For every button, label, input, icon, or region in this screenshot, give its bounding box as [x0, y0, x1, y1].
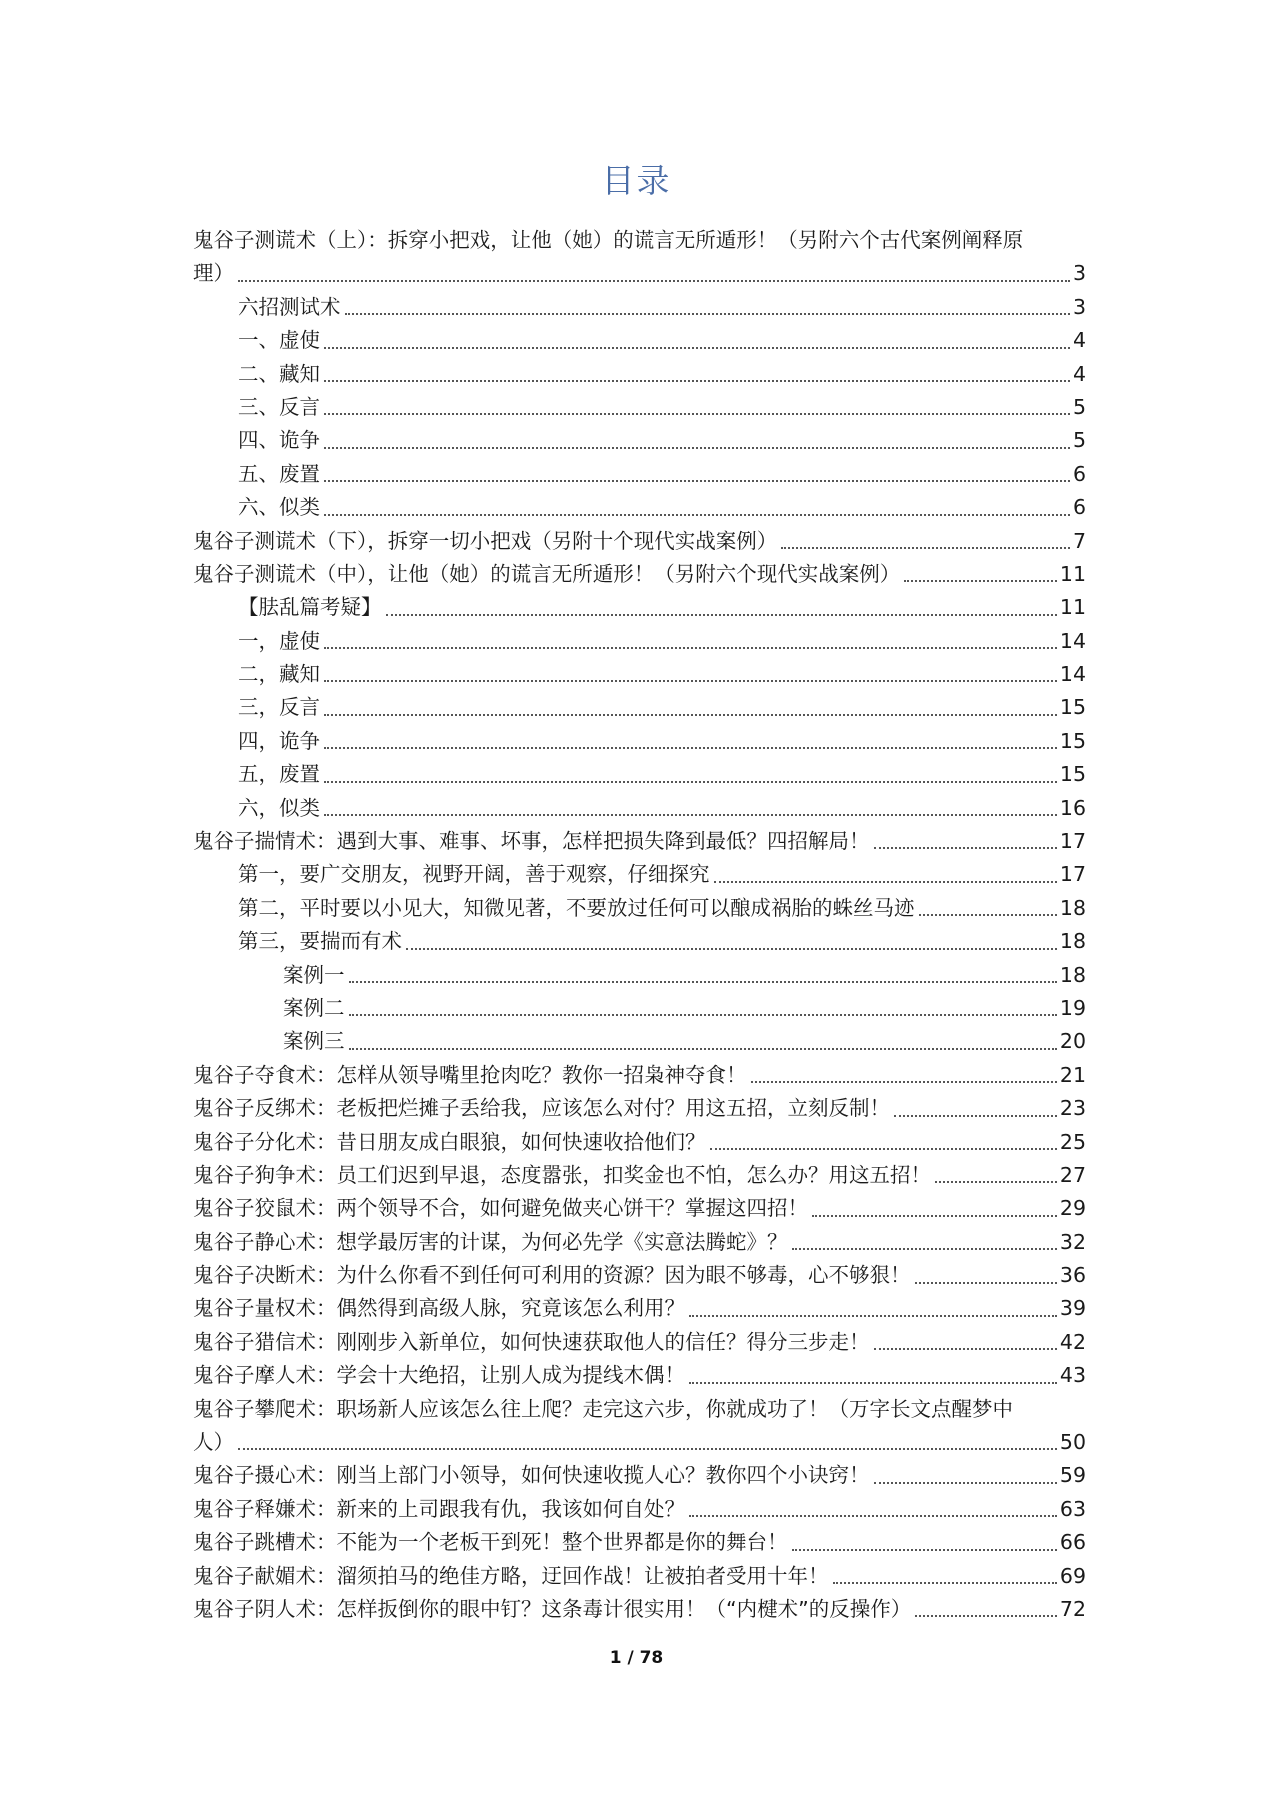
- dot-leader: [904, 580, 1057, 582]
- toc-entry-text: 案例二: [283, 995, 345, 1020]
- toc-entry-text: 鬼谷子阴人术：怎样扳倒你的眼中钉？这条毒计很实用！（“内楗术”的反操作）: [193, 1597, 912, 1621]
- toc-entry-text: 一，虚使: [238, 628, 320, 653]
- toc-entry-text: 第一，要广交朋友，视野开阔，善于观察，仔细探究: [238, 862, 710, 887]
- toc-entry-text: 第三，要揣而有术: [238, 929, 402, 954]
- toc-page-number: 43: [1059, 1363, 1086, 1388]
- dot-leader: [935, 1181, 1057, 1183]
- dot-leader: [324, 514, 1070, 516]
- toc-entry-text: 鬼谷子跳槽术：不能为一个老板干到死！整个世界都是你的舞台！: [193, 1530, 788, 1555]
- toc-entry-row: [193, 1092, 1086, 1125]
- toc-entry-text: 六，似类: [238, 795, 320, 820]
- toc-entry-row: [193, 491, 1086, 524]
- toc-entry-text: 鬼谷子狡鼠术：两个领导不合，如何避免做夹心饼干？掌握这四招！: [193, 1196, 808, 1221]
- toc-page-number: 16: [1059, 795, 1086, 820]
- table-of-contents: [193, 224, 1086, 1626]
- toc-entry-text: 四、诡争: [238, 428, 320, 453]
- toc-page-number: 11: [1059, 561, 1086, 586]
- toc-entry-row: [193, 1326, 1086, 1359]
- toc-entry-text: 三、反言: [238, 394, 320, 419]
- toc-entry[interactable]: [193, 691, 1086, 724]
- toc-entry[interactable]: [193, 1192, 1086, 1225]
- toc-page-number: 7: [1072, 528, 1086, 553]
- toc-entry[interactable]: [193, 324, 1086, 357]
- toc-entry-row: [193, 925, 1086, 958]
- toc-entry-text: 鬼谷子释嫌术：新来的上司跟我有仇，我该如何自处？: [193, 1496, 685, 1521]
- toc-page-number: 3: [1072, 294, 1086, 319]
- toc-entry-row: [193, 558, 1086, 591]
- toc-entry-row: [193, 858, 1086, 891]
- toc-entry[interactable]: [193, 1159, 1086, 1192]
- toc-entry[interactable]: [193, 658, 1086, 691]
- toc-page-number: 21: [1059, 1062, 1086, 1087]
- toc-page-number: 23: [1059, 1096, 1086, 1121]
- toc-entry-row: [193, 625, 1086, 658]
- toc-entry-text: 案例一: [283, 962, 345, 987]
- toc-entry[interactable]: [193, 925, 1086, 958]
- toc-page-number: 66: [1059, 1530, 1086, 1555]
- toc-entry[interactable]: [193, 558, 1086, 591]
- toc-entry-text: 第二，平时要以小见大，知微见著，不要放过任何可以酿成祸胎的蛛丝马迹: [238, 895, 915, 920]
- toc-entry-text: 鬼谷子测谎术（下），拆穿一切小把戏（另附十个现代实战案例）: [193, 528, 778, 553]
- toc-entry-text: 理）: [193, 261, 234, 286]
- toc-entry-text: 六、似类: [238, 495, 320, 520]
- toc-page-number: 3: [1072, 261, 1086, 286]
- toc-page-number: 69: [1059, 1563, 1086, 1588]
- toc-page-number: 14: [1059, 628, 1086, 653]
- toc-entry-text: 鬼谷子猎信术：刚刚步入新单位，如何快速获取他人的信任？得分三步走！: [193, 1329, 870, 1354]
- toc-entry-row: [193, 1025, 1086, 1058]
- dot-leader: [714, 881, 1057, 883]
- toc-page-number: 18: [1059, 962, 1086, 987]
- toc-page-number: 6: [1072, 461, 1086, 486]
- toc-entry[interactable]: [193, 725, 1086, 758]
- dot-leader: [349, 1014, 1057, 1016]
- toc-entry-row: [193, 1459, 1086, 1492]
- toc-entry-row: [193, 658, 1086, 691]
- toc-entry-row: [193, 1526, 1086, 1559]
- toc-page-number: 32: [1059, 1229, 1086, 1254]
- toc-entry-row: [193, 1126, 1086, 1159]
- toc-entry[interactable]: [193, 291, 1086, 324]
- toc-entry-row: [193, 792, 1086, 825]
- toc-entry-row: [193, 1493, 1086, 1526]
- dot-leader: [751, 1081, 1057, 1083]
- toc-entry-text: 五，废置: [238, 762, 320, 787]
- toc-entry-row: [193, 1293, 1086, 1326]
- dot-leader: [345, 313, 1070, 315]
- toc-entry-text: 鬼谷子静心术：想学最厉害的计谋，为何必先学《实意法腾蛇》？: [193, 1229, 788, 1254]
- toc-entry-text: 六招测试术: [238, 294, 341, 319]
- toc-entry-row: [193, 257, 1086, 290]
- toc-entry-row: [193, 1593, 1086, 1626]
- toc-entry[interactable]: [193, 1326, 1086, 1359]
- toc-page-number: 15: [1059, 728, 1086, 753]
- toc-entry-text: 五、废置: [238, 461, 320, 486]
- dot-leader: [689, 1315, 1057, 1317]
- toc-entry-row: [193, 591, 1086, 624]
- dot-leader: [689, 1382, 1057, 1384]
- toc-entry[interactable]: [193, 358, 1086, 391]
- toc-entry-row: [193, 291, 1086, 324]
- dot-leader: [894, 1115, 1057, 1117]
- toc-entry-row: [193, 1560, 1086, 1593]
- toc-entry[interactable]: [193, 1493, 1086, 1526]
- toc-entry-row: [193, 424, 1086, 457]
- toc-page-number: 6: [1072, 495, 1086, 520]
- toc-entry-text-line: 鬼谷子攀爬术：职场新人应该怎么往上爬？走完这六步，你就成功了！（万字长文点醒梦中: [193, 1396, 1013, 1421]
- toc-page-number: 11: [1059, 595, 1086, 620]
- toc-page-number: 4: [1072, 328, 1086, 353]
- dot-leader: [406, 948, 1057, 950]
- dot-leader: [915, 1615, 1057, 1617]
- toc-entry-text: 鬼谷子夺食术：怎样从领导嘴里抢肉吃？教你一招枭神夺食！: [193, 1062, 747, 1087]
- toc-entry-text: 鬼谷子决断术：为什么你看不到任何可利用的资源？因为眼不够毒，心不够狠！: [193, 1263, 911, 1288]
- toc-entry-text: 鬼谷子摄心术：刚当上部门小领导，如何快速收揽人心？教你四个小诀窍！: [193, 1463, 870, 1488]
- toc-entry[interactable]: [193, 1359, 1086, 1392]
- toc-entry[interactable]: [193, 1526, 1086, 1559]
- page-indicator: 1 / 78: [609, 1648, 664, 1668]
- dot-leader: [324, 347, 1070, 349]
- dot-leader: [812, 1215, 1057, 1217]
- toc-entry-row: [193, 758, 1086, 791]
- toc-entry[interactable]: [193, 224, 1086, 291]
- toc-page-number: 50: [1059, 1430, 1086, 1455]
- dot-leader: [710, 1148, 1057, 1150]
- toc-entry-row: [193, 1192, 1086, 1225]
- dot-leader: [324, 647, 1057, 649]
- toc-page-number: 29: [1059, 1196, 1086, 1221]
- toc-entry-row: [193, 725, 1086, 758]
- toc-entry[interactable]: [193, 591, 1086, 624]
- toc-page-number: 18: [1059, 895, 1086, 920]
- toc-entry-text: 二、藏知: [238, 361, 320, 386]
- dot-leader: [349, 1048, 1057, 1050]
- toc-entry-row: [193, 825, 1086, 858]
- dot-leader: [324, 814, 1057, 816]
- dot-leader: [324, 380, 1070, 382]
- toc-entry-text: 鬼谷子摩人术：学会十大绝招，让别人成为提线木偶！: [193, 1363, 685, 1388]
- toc-page-number: 27: [1059, 1162, 1086, 1187]
- toc-entry-row: [193, 324, 1086, 357]
- toc-entry-text: 三，反言: [238, 695, 320, 720]
- toc-entry[interactable]: [193, 525, 1086, 558]
- dot-leader: [238, 280, 1070, 282]
- toc-entry-text: 四，诡争: [238, 728, 320, 753]
- toc-page-number: 18: [1059, 929, 1086, 954]
- toc-page-number: 36: [1059, 1263, 1086, 1288]
- toc-entry[interactable]: [193, 1593, 1086, 1626]
- toc-page-number: 4: [1072, 361, 1086, 386]
- toc-entry[interactable]: [193, 825, 1086, 858]
- dot-leader: [689, 1515, 1057, 1517]
- toc-entry[interactable]: [193, 959, 1086, 992]
- toc-entry-row: [193, 992, 1086, 1025]
- toc-title: 目录: [601, 161, 672, 200]
- dot-leader: [324, 447, 1070, 449]
- toc-entry[interactable]: [193, 758, 1086, 791]
- toc-entry-row: [193, 458, 1086, 491]
- toc-entry-text: 鬼谷子分化术：昔日朋友成白眼狼，如何快速收拾他们？: [193, 1129, 706, 1154]
- toc-page-number: 14: [1059, 662, 1086, 687]
- toc-entry[interactable]: [193, 792, 1086, 825]
- toc-page-number: 17: [1059, 829, 1086, 854]
- dot-leader: [874, 1482, 1057, 1484]
- toc-entry-row: [193, 1259, 1086, 1292]
- toc-page-number: 20: [1059, 1029, 1086, 1054]
- toc-page-number: 15: [1059, 695, 1086, 720]
- toc-page-number: 72: [1059, 1597, 1086, 1621]
- toc-page-number: 25: [1059, 1129, 1086, 1154]
- toc-entry-text: 一、虚使: [238, 328, 320, 353]
- toc-entry-row: [193, 959, 1086, 992]
- dot-leader: [792, 1248, 1057, 1250]
- toc-entry[interactable]: [193, 424, 1086, 457]
- dot-leader: [324, 413, 1070, 415]
- toc-entry-row: [193, 391, 1086, 424]
- toc-page-number: 17: [1059, 862, 1086, 887]
- dot-leader: [324, 781, 1057, 783]
- toc-entry[interactable]: [193, 858, 1086, 891]
- toc-entry-text: 鬼谷子量权术：偶然得到高级人脉，究竟该怎么利用？: [193, 1296, 685, 1321]
- dot-leader: [874, 847, 1057, 849]
- toc-entry-row: [193, 525, 1086, 558]
- toc-page-number: 63: [1059, 1496, 1086, 1521]
- dot-leader: [919, 914, 1057, 916]
- toc-entry-text: 鬼谷子狗争术：员工们迟到早退，态度嚣张，扣奖金也不怕，怎么办？用这五招！: [193, 1162, 931, 1187]
- toc-entry[interactable]: [193, 1126, 1086, 1159]
- toc-entry-row: [193, 1059, 1086, 1092]
- toc-entry-row: [193, 1226, 1086, 1259]
- toc-entry-row: [193, 892, 1086, 925]
- toc-entry-text: 鬼谷子献媚术：溜须拍马的绝佳方略，迂回作战！让被拍者受用十年！: [193, 1563, 829, 1588]
- toc-entry-text: 鬼谷子反绑术：老板把烂摊子丢给我，应该怎么对付？用这五招，立刻反制！: [193, 1096, 890, 1121]
- dot-leader: [915, 1282, 1057, 1284]
- dot-leader: [349, 981, 1057, 983]
- toc-page-number: 39: [1059, 1296, 1086, 1321]
- toc-entry[interactable]: [193, 1259, 1086, 1292]
- toc-entry-text: 案例三: [283, 1029, 345, 1054]
- toc-entry[interactable]: [193, 1059, 1086, 1092]
- toc-entry[interactable]: [193, 491, 1086, 524]
- toc-page-number: 19: [1059, 995, 1086, 1020]
- toc-entry[interactable]: [193, 391, 1086, 424]
- toc-page-number: 42: [1059, 1329, 1086, 1354]
- toc-page-number: 15: [1059, 762, 1086, 787]
- dot-leader: [874, 1348, 1057, 1350]
- toc-entry[interactable]: [193, 1560, 1086, 1593]
- toc-entry-text: 人）: [193, 1430, 234, 1455]
- toc-entry-text: 鬼谷子测谎术（中），让他（她）的谎言无所遁形！（另附六个现代实战案例）: [193, 561, 901, 586]
- dot-leader: [324, 747, 1057, 749]
- dot-leader: [324, 714, 1057, 716]
- toc-entry-text-line: 鬼谷子测谎术（上）：拆穿小把戏，让他（她）的谎言无所遁形！（另附六个古代案例阐释原: [193, 228, 1024, 252]
- toc-entry[interactable]: [193, 1226, 1086, 1259]
- toc-entry-text: 鬼谷子揣情术：遇到大事、难事、坏事，怎样把损失降到最低？四招解局！: [193, 829, 870, 854]
- toc-entry[interactable]: [193, 1293, 1086, 1326]
- toc-entry[interactable]: [193, 1459, 1086, 1492]
- toc-entry[interactable]: [193, 1025, 1086, 1058]
- toc-entry-text: 【胠乱篇考疑】: [238, 595, 382, 620]
- dot-leader: [238, 1448, 1057, 1450]
- toc-entry[interactable]: [193, 1092, 1086, 1125]
- dot-leader: [386, 614, 1057, 616]
- dot-leader: [833, 1582, 1057, 1584]
- toc-entry[interactable]: [193, 892, 1086, 925]
- toc-page-number: 5: [1072, 428, 1086, 453]
- toc-page-number: 5: [1072, 394, 1086, 419]
- dot-leader: [792, 1549, 1057, 1551]
- dot-leader: [781, 547, 1070, 549]
- toc-entry-row: [193, 691, 1086, 724]
- toc-page-number: 59: [1059, 1463, 1086, 1488]
- dot-leader: [324, 480, 1070, 482]
- toc-entry[interactable]: [193, 458, 1086, 491]
- toc-entry[interactable]: [193, 625, 1086, 658]
- dot-leader: [324, 680, 1057, 682]
- toc-entry[interactable]: [193, 1393, 1086, 1460]
- toc-entry-row: [193, 1426, 1086, 1459]
- toc-entry-text: 二，藏知: [238, 662, 320, 687]
- toc-entry[interactable]: [193, 992, 1086, 1025]
- toc-entry-row: [193, 358, 1086, 391]
- toc-entry-row: [193, 1159, 1086, 1192]
- toc-entry-row: [193, 1359, 1086, 1392]
